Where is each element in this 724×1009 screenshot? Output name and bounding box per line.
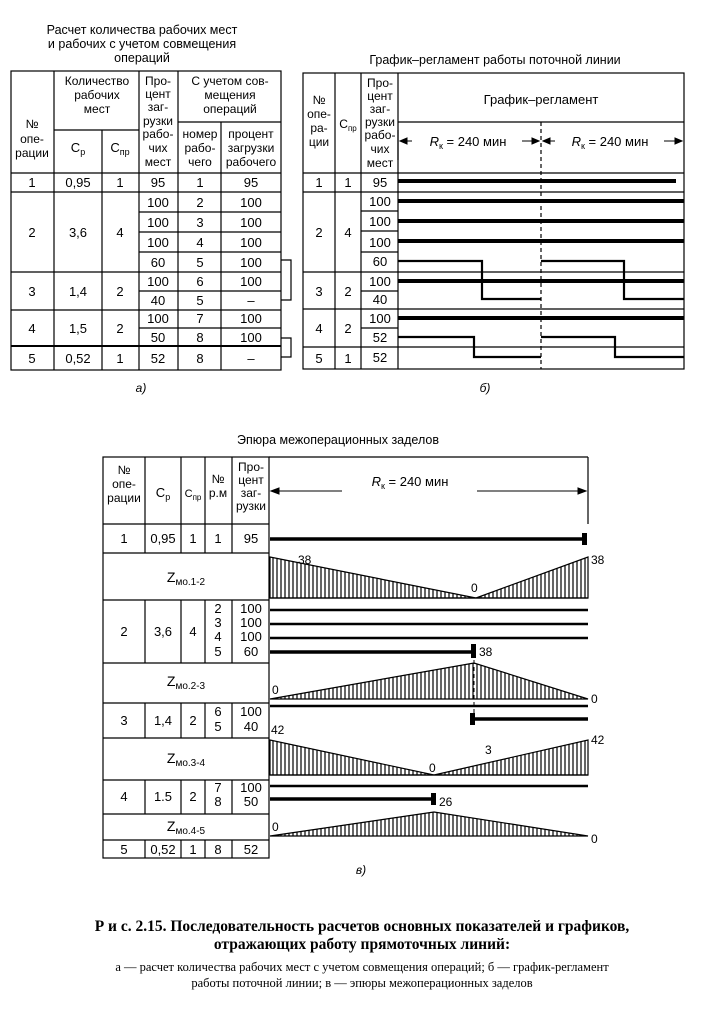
b-rk-1: $R_к = 240$ мин xyxy=(429,134,507,151)
a-row-pct: 50 xyxy=(150,330,166,345)
a-row-pctw: 100 xyxy=(240,274,262,289)
b-hdr-no-2: опе- xyxy=(307,107,331,121)
c-rk: $R_к = 240$ мин xyxy=(371,474,449,491)
c-hdr-no-1: № xyxy=(117,463,131,477)
b-hdr-pct-4: рузки xyxy=(365,115,395,129)
a-row-num: 5 xyxy=(196,293,204,308)
c-op2-rm-1: 2 xyxy=(214,601,222,616)
c-op4-cpr: 2 xyxy=(189,789,197,804)
c-op5-rm: 8 xyxy=(214,842,222,857)
hdr-no-3: опе- xyxy=(20,132,44,146)
c-op2-cpr: 4 xyxy=(189,624,197,639)
b-hdr-cpr: $C_{пр}$ xyxy=(339,117,357,133)
z45-peak: 26 xyxy=(439,795,453,809)
a-row-num: 8 xyxy=(196,351,204,366)
fig-a-rows xyxy=(147,175,262,366)
b-hdr-no-4: ции xyxy=(308,135,330,149)
a-op1-no: 1 xyxy=(28,175,36,190)
b-row-pct: 100 xyxy=(369,311,391,326)
c-op4-cp: 1.5 xyxy=(153,789,173,804)
c-hdr-pct-1: Про- xyxy=(238,460,264,474)
b-row-pct: 95 xyxy=(372,175,388,190)
fig-a-label: а) xyxy=(135,381,147,395)
c-op5-pct: 52 xyxy=(243,842,259,857)
c-op5-cpr: 1 xyxy=(189,842,197,857)
hdr-num-1: номер xyxy=(182,127,218,141)
a-row-pctw: 100 xyxy=(240,311,262,326)
hdr-pct-2: цент xyxy=(145,87,171,101)
c-op3-pct-2: 40 xyxy=(243,719,259,734)
a-row-pctw: 100 xyxy=(240,195,262,210)
c-op1-no: 1 xyxy=(120,531,128,546)
z23-left: 0 xyxy=(272,683,279,697)
figure-b xyxy=(303,53,684,395)
a-row-pct: 52 xyxy=(150,351,166,366)
z23-label: $Z_{мо.2-3}$ xyxy=(166,673,206,692)
z34-label: $Z_{мо.3-4}$ xyxy=(166,750,206,769)
c-hdr-rm-2: р.м xyxy=(208,486,228,500)
hdr-comb-3: операций xyxy=(203,102,257,116)
c-op2-cp: 3,6 xyxy=(153,624,173,639)
c-op4-rm-1: 7 xyxy=(214,780,222,795)
c-op4-rm-2: 8 xyxy=(214,794,222,809)
hdr-qty-3: мест xyxy=(83,102,111,116)
c-op2-rm-4: 5 xyxy=(214,644,222,659)
z34-right: 42 xyxy=(591,733,605,747)
fig-c-title: Эпюра межоперационных заделов xyxy=(237,433,439,447)
hdr-num-3: чего xyxy=(188,155,212,169)
a-row-pctw: – xyxy=(247,351,255,366)
b-row-pct: 100 xyxy=(369,194,391,209)
c-op2-pct-3: 100 xyxy=(240,629,262,644)
figure-c xyxy=(103,433,605,877)
c-op3-cpr: 2 xyxy=(189,713,197,728)
a-op4-no: 4 xyxy=(28,321,36,336)
a-op5-cp: 0,52 xyxy=(65,351,91,366)
c-op5-cp: 0,52 xyxy=(150,842,176,857)
a-op2-no: 2 xyxy=(28,225,36,240)
hdr-pct-5: рабо- xyxy=(142,127,174,141)
c-hdr-pct-2: цент xyxy=(238,473,264,487)
c-op2-rm-3: 4 xyxy=(214,629,222,644)
a-op4-cp: 1,5 xyxy=(68,321,88,336)
b-hdr-sched: График–регламент xyxy=(483,92,599,107)
b-hdr-pct-7: мест xyxy=(366,156,394,170)
b-hdr-pct-2: цент xyxy=(367,89,393,103)
a-row-pctw: 100 xyxy=(240,215,262,230)
b-op4-cpr: 2 xyxy=(344,321,352,336)
c-hdr-no-3: рации xyxy=(107,491,141,505)
a-row-num: 6 xyxy=(196,274,204,289)
c-op1-rm: 1 xyxy=(214,531,222,546)
a-row-pct: 100 xyxy=(147,215,169,230)
a-row-num: 2 xyxy=(196,195,204,210)
b-row-pct: 100 xyxy=(369,274,391,289)
a-row-num: 3 xyxy=(196,215,204,230)
c-op2-pct-1: 100 xyxy=(240,601,262,616)
hdr-qty-1: Количество xyxy=(64,74,130,88)
hdr-pctw-3: рабочего xyxy=(225,155,277,169)
b-hdr-pct-3: заг- xyxy=(369,102,391,116)
hdr-no-1: № xyxy=(25,117,39,131)
a-row-pct: 100 xyxy=(147,311,169,326)
hdr-pct-7: мест xyxy=(144,155,172,169)
b-op4-no: 4 xyxy=(315,321,323,336)
z23-right: 0 xyxy=(591,692,598,706)
z45-label: $Z_{мо.4-5}$ xyxy=(166,818,206,837)
a-op5-no: 5 xyxy=(28,351,36,366)
a-row-num: 7 xyxy=(196,311,204,326)
a-row-pctw: 100 xyxy=(240,255,262,270)
b-row-pct: 60 xyxy=(372,254,388,269)
a-row-pctw: – xyxy=(247,293,255,308)
hdr-comb-2: мещения xyxy=(204,88,256,102)
c-op5-no: 5 xyxy=(120,842,128,857)
c-op3-no: 3 xyxy=(120,713,128,728)
a-row-pct: 100 xyxy=(147,195,169,210)
hdr-no-4: рации xyxy=(15,146,49,160)
a-op3-cp: 1,4 xyxy=(68,284,88,299)
b-op2-no: 2 xyxy=(315,225,323,240)
caption-line-4: работы поточной линии; в — эпюры межоперационных заделов xyxy=(191,976,533,990)
c-op3-rm-1: 6 xyxy=(214,704,222,719)
b-row-pct: 100 xyxy=(369,214,391,229)
c-hdr-cpr: $C_{пр}$ xyxy=(184,488,202,502)
a-row-pct: 95 xyxy=(150,175,166,190)
fig-a-title-3: операций xyxy=(114,51,170,65)
a-op3-cpr: 2 xyxy=(116,284,124,299)
fig-c-epures xyxy=(270,533,588,836)
c-op4-no: 4 xyxy=(120,789,128,804)
a-row-num: 1 xyxy=(196,175,204,190)
b-hdr-pct-5: рабо- xyxy=(364,128,396,142)
b-op1-cpr: 1 xyxy=(344,175,352,190)
c-op2-no: 2 xyxy=(120,624,128,639)
hdr-num-2: рабо- xyxy=(184,141,216,155)
c-op4-pct-2: 50 xyxy=(243,794,259,809)
figure-a xyxy=(11,23,291,395)
hdr-pct-3: заг- xyxy=(147,100,169,114)
b-row-pct: 52 xyxy=(372,330,388,345)
c-op2-pct-4: 60 xyxy=(243,644,259,659)
z12-right: 38 xyxy=(591,553,605,567)
z34-mid2: 3 xyxy=(485,743,492,757)
b-row-pct: 40 xyxy=(372,292,388,307)
c-hdr-pct-3: заг- xyxy=(240,486,262,500)
c-hdr-rm-1: № xyxy=(211,472,225,486)
z34-mid: 0 xyxy=(429,761,436,775)
c-op3-rm-2: 5 xyxy=(214,719,222,734)
a-row-pct: 60 xyxy=(150,255,166,270)
b-op3-cpr: 2 xyxy=(344,284,352,299)
z45-left: 0 xyxy=(272,820,279,834)
caption xyxy=(95,918,630,990)
fig-b-label: б) xyxy=(479,381,491,395)
c-op1-cp: 0,95 xyxy=(150,531,176,546)
c-op3-pct-1: 100 xyxy=(240,704,262,719)
b-op1-no: 1 xyxy=(315,175,323,190)
a-row-pctw: 100 xyxy=(240,330,262,345)
c-op4-pct-1: 100 xyxy=(240,780,262,795)
a-op2-cpr: 4 xyxy=(116,225,124,240)
a-row-pct: 100 xyxy=(147,235,169,250)
caption-line-2: отражающих работу прямоточных линий: xyxy=(213,936,511,953)
caption-line-3: а — расчет количества рабочих мест с учетом совмещения операций; б — график-регламент xyxy=(115,960,609,974)
a-op4-cpr: 2 xyxy=(116,321,124,336)
c-op1-pct: 95 xyxy=(243,531,259,546)
hdr-cp: $C_р$ xyxy=(70,140,86,157)
c-hdr-pct-4: рузки xyxy=(236,499,266,513)
c-op2-rm-2: 3 xyxy=(214,615,222,630)
z12-left: 38 xyxy=(298,553,312,567)
z23-peak: 38 xyxy=(479,645,493,659)
fig-c-label: в) xyxy=(355,863,367,877)
a-row-num: 5 xyxy=(196,255,204,270)
hdr-comb-1: С учетом сов- xyxy=(191,74,269,88)
a-row-pct: 40 xyxy=(150,293,166,308)
a-row-num: 8 xyxy=(196,330,204,345)
b-hdr-no-3: ра- xyxy=(310,121,328,135)
a-row-pct: 100 xyxy=(147,274,169,289)
hdr-pctw-1: процент xyxy=(228,127,274,141)
a-row-pctw: 100 xyxy=(240,235,262,250)
a-op1-cpr: 1 xyxy=(116,175,124,190)
hdr-qty-2: рабочих xyxy=(74,88,120,102)
z12-label: $Z_{мо.1-2}$ xyxy=(166,569,206,588)
c-hdr-no-2: опе- xyxy=(112,477,136,491)
c-op3-cp: 1,4 xyxy=(153,713,173,728)
b-hdr-pct-6: чих xyxy=(370,142,390,156)
b-rk-2: $R_к = 240$ мин xyxy=(571,134,649,151)
b-op3-no: 3 xyxy=(315,284,323,299)
fig-a-title-2: и рабочих с учетом совмещения xyxy=(47,37,237,51)
a-row-num: 4 xyxy=(196,235,204,250)
c-hdr-cp: $C_р$ xyxy=(155,485,171,502)
a-op2-cp: 3,6 xyxy=(68,225,88,240)
hdr-pctw-2: загрузки xyxy=(227,141,275,155)
z34-left: 42 xyxy=(271,723,285,737)
a-row-pctw: 95 xyxy=(243,175,259,190)
b-op5-no: 5 xyxy=(315,351,323,366)
hdr-pct-6: чих xyxy=(148,141,168,155)
hdr-cpr: $C_{пр}$ xyxy=(110,140,130,157)
z45-right: 0 xyxy=(591,832,598,846)
fig-b-title: График–регламент работы поточной линии xyxy=(369,53,621,67)
fig-b-pcts xyxy=(369,175,391,365)
b-op5-cpr: 1 xyxy=(344,351,352,366)
fig-a-title-1: Расчет количества рабочих мест xyxy=(46,23,238,37)
hdr-pct-1: Про- xyxy=(145,74,171,88)
c-op2-pct-2: 100 xyxy=(240,615,262,630)
hdr-pct-4: рузки xyxy=(143,114,173,128)
a-op5-cpr: 1 xyxy=(116,351,124,366)
b-op2-cpr: 4 xyxy=(344,225,352,240)
b-row-pct: 52 xyxy=(372,350,388,365)
caption-line-1: Р и с. 2.15. Последовательность расчетов основных показателей и графиков, xyxy=(94,918,630,935)
b-hdr-no-1: № xyxy=(312,93,326,107)
b-row-pct: 100 xyxy=(369,235,391,250)
a-op1-cp: 0,95 xyxy=(65,175,91,190)
b-hdr-pct-1: Про- xyxy=(367,76,393,90)
c-op1-cpr: 1 xyxy=(189,531,197,546)
a-op3-no: 3 xyxy=(28,284,36,299)
z12-mid: 0 xyxy=(471,581,478,595)
